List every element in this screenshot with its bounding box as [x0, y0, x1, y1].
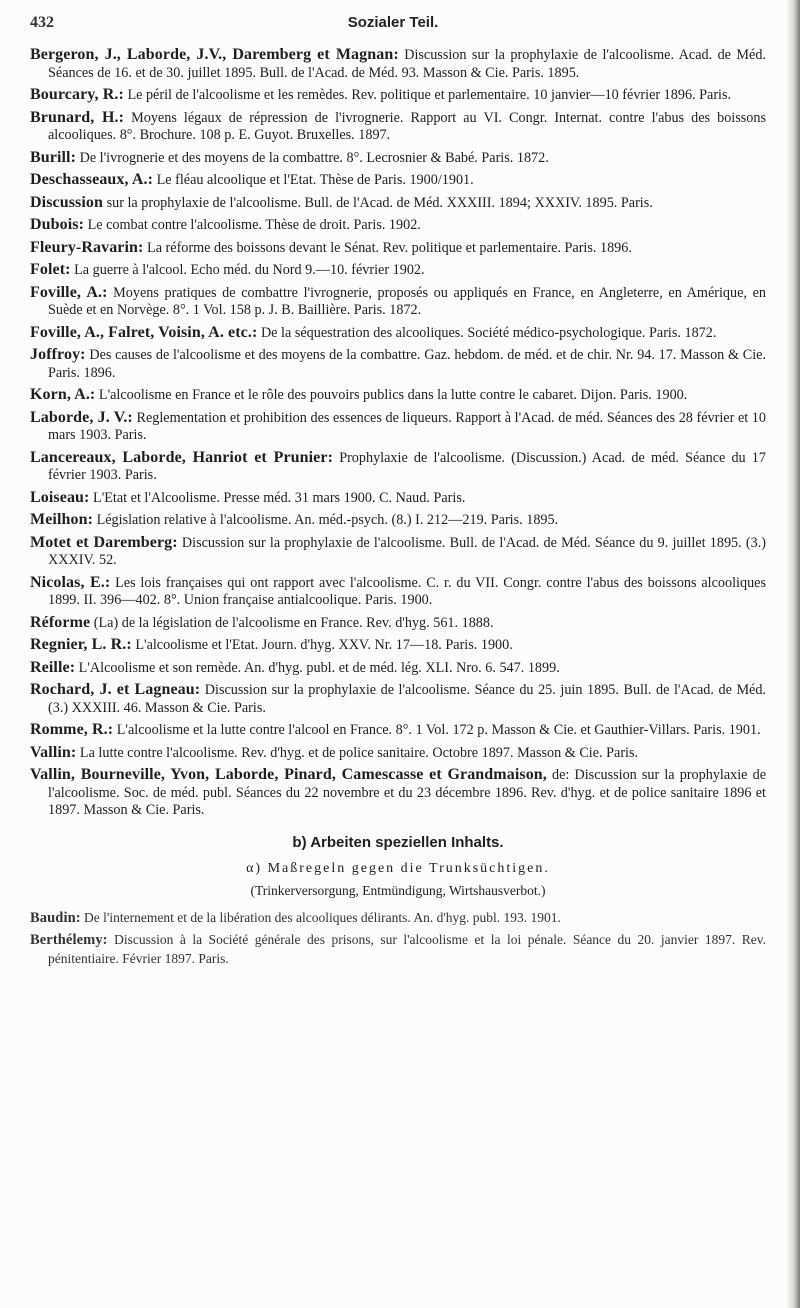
entry-text: Des causes de l'alcoolisme et des moyens de la combattre. Gaz. hebdom. de méd. et de chir. Nr. 94. 17. Masson & Cie. Paris. 1896. [48, 347, 766, 381]
entry-author: Berthélemy: [30, 932, 108, 948]
entry-author: Nicolas, E.: [30, 573, 111, 591]
entry-text: sur la prophylaxie de l'alcoolisme. Bull. de l'Acad. de Méd. XXXIII. 1894; XXXIV. 1895. Paris. [103, 194, 653, 211]
page-header [0, 12, 786, 36]
entry-author: Folet: [30, 261, 71, 278]
entry-text: L'Alcoolisme et son remède. An. d'hyg. publ. et de méd. lég. XLI. Nro. 6. 547. 1899. [75, 659, 560, 676]
bibliography-entry [30, 909, 766, 928]
bibliography-entry [30, 284, 766, 320]
bibliography-entry [30, 346, 766, 382]
bibliography-entry [30, 721, 766, 740]
bibliography-entry [30, 449, 766, 485]
bibliography-entry [30, 194, 766, 213]
entry-author: Burill: [30, 148, 77, 166]
entry-author: Reille: [30, 658, 76, 676]
entry-text: Moyens pratiques de combattre l'ivrognerie, proposés ou appliqués en France, en Angleterre, en Amérique, en Suède et en Norvège. 8°. 1 Vol. 158 p. J. B. Baillière. Paris. 1872. [48, 284, 766, 318]
running-title: Sozialer Teil. [347, 14, 439, 31]
bibliography-entry [30, 636, 766, 655]
bibliography-entry [30, 46, 766, 82]
entry-author: Brunard, H.: [30, 108, 125, 126]
entry-author: Vallin, Bourneville, Yvon, Laborde, Pinard, Camescasse et Grandmaison, [30, 766, 547, 783]
section-heading [30, 834, 766, 899]
entry-text: L'alcoolisme et la lutte contre l'alcool en France. 8°. 1 Vol. 172 p. Masson & Cie. et Gauthier-Villars. Paris. 1901. [113, 722, 761, 738]
entry-text: (La) de la législation de l'alcoolisme en France. Rev. d'hyg. 561. 1888. [90, 614, 494, 631]
bibliography-entry [30, 534, 766, 570]
entry-text: Le fléau alcoolique et l'Etat. Thèse de Paris. 1900/1901. [153, 172, 474, 188]
entry-author: Foville, A., Falret, Voisin, A. etc.: [30, 323, 258, 341]
page-number: 432 [30, 14, 54, 31]
bibliography-entry [30, 489, 766, 508]
entry-text: De l'ivrognerie et des moyens de la combattre. 8°. Lecrosnier & Babé. Paris. 1872. [76, 149, 549, 166]
entry-author: Regnier, L. R.: [30, 636, 132, 653]
entry-list-2 [30, 909, 766, 968]
bibliography-entry [30, 614, 766, 633]
entry-text: La guerre à l'alcool. Echo méd. du Nord 9.—10. février 1902. [70, 262, 425, 278]
entry-text: Discussion sur la prophylaxie de l'alcoolisme. Séance du 25. juin 1895. Bull. de l'Acad. de Méd. (3.) XXXIII. 46. Masson & Cie. Paris. [48, 682, 766, 716]
bibliography-entry [30, 659, 766, 678]
entry-text: L'alcoolisme en France et le rôle des pouvoirs publics dans la lutte contre le cabaret. Dijon. Paris. 1900. [95, 387, 688, 403]
entry-text: Discussion à la Société générale des prisons, sur l'alcoolisme et la loi pénale. Séance du 20. janvier 1897. Rev. pénitentiaire. Février 1897. Paris. [48, 932, 766, 966]
bibliography-entry [30, 261, 766, 280]
entry-text: De la séquestration des alcooliques. Société médico-psychologique. Paris. 1872. [257, 324, 717, 341]
entry-text: de: Discussion sur la prophylaxie de l'alcoolisme. Soc. de méd. publ. Séances du 22 novembre et du 23 décembre 1896. Rev. d'hyg. et de police sanitaire 1896 et 1897. Masson & Cie. Paris. [48, 767, 767, 818]
bibliography [30, 46, 766, 971]
bibliography-entry [30, 386, 766, 405]
bibliography-entry [30, 109, 766, 145]
bibliography-entry [30, 171, 766, 190]
bibliography-entry [30, 216, 766, 235]
entry-author: Fleury-Ravarin: [30, 238, 144, 256]
bibliography-entry [30, 239, 766, 258]
entry-author: Romme, R.: [30, 721, 114, 738]
entry-author: Baudin: [30, 909, 81, 926]
bibliography-entry [30, 766, 766, 820]
entry-author: Discussion [30, 193, 104, 211]
bibliography-entry [30, 681, 766, 717]
bibliography-entry [30, 931, 766, 967]
entry-author: Joffroy: [30, 346, 86, 363]
entry-text: Discussion sur la prophylaxie de l'alcoolisme. Bull. de l'Acad. de Méd. Séance du 9. juillet 1895. (3.) XXXIV. 52. [48, 534, 766, 568]
bibliography-entry [30, 574, 766, 610]
bibliography-entry [30, 744, 766, 763]
subsection-note: (Trinkerversorgung, Entmündigung, Wirtshausverbot.) [250, 882, 546, 898]
entry-author: Motet et Daremberg: [30, 533, 178, 551]
entry-author: Bergeron, J., Laborde, J.V., Daremberg et Magnan: [30, 46, 399, 63]
entry-text: Le combat contre l'alcoolisme. Thèse de droit. Paris. 1902. [84, 217, 421, 233]
entry-author: Dubois: [30, 216, 85, 233]
entry-author: Deschasseaux, A.: [30, 171, 154, 188]
section-title: b) Arbeiten speziellen Inhalts. [292, 833, 504, 851]
bibliography-entry [30, 324, 766, 343]
entry-text: L'Etat et l'Alcoolisme. Presse méd. 31 mars 1900. C. Naud. Paris. [89, 489, 466, 506]
entry-text: La lutte contre l'alcoolisme. Rev. d'hyg. et de police sanitaire. Octobre 1897. Masson & Cie. Paris. [76, 744, 639, 761]
entry-text: Législation relative à l'alcoolisme. An. méd.-psych. (8.) I. 212—219. Paris. 1895. [93, 512, 559, 528]
entry-author: Foville, A.: [30, 283, 108, 301]
bibliography-entry [30, 511, 766, 530]
entry-text: Discussion sur la prophylaxie de l'alcoolisme. Acad. de Méd. Séances de 16. et de 30. juillet 1895. Bull. de l'Acad. de Méd. 93. Masson & Cie. Paris. 1895. [48, 47, 766, 81]
entry-author: Lancereaux, Laborde, Hanriot et Prunier: [30, 448, 334, 466]
entry-author: Meilhon: [30, 511, 94, 528]
entry-text: La réforme des boissons devant le Sénat. Rev. politique et parlementaire. Paris. 1896. [143, 239, 632, 256]
entry-list [30, 46, 766, 820]
entry-text: Moyens légaux de répression de l'ivrognerie. Rapport au VI. Congr. Internat. contre l'abus des boissons alcooliques. 8°. Brochure. 108 p. E. Guyot. Bruxelles. 1897. [48, 109, 766, 143]
entry-author: Rochard, J. et Lagneau: [30, 681, 201, 698]
entry-author: Bourcary, R.: [30, 86, 124, 103]
entry-author: Laborde, J. V.: [30, 408, 133, 426]
entry-author: Vallin: [30, 743, 77, 761]
entry-text: De l'internement et de la libération des alcooliques délirants. An. d'hyg. publ. 193. 1901. [80, 909, 561, 925]
entry-author: Loiseau: [30, 488, 90, 506]
entry-text: L'alcoolisme et l'Etat. Journ. d'hyg. XXV. Nr. 17—18. Paris. 1900. [131, 637, 513, 653]
entry-text: Le péril de l'alcoolisme et les remèdes. Rev. politique et parlementaire. 10 janvier—10 février 1896. Paris. [123, 87, 732, 103]
entry-author: Korn, A.: [30, 386, 96, 403]
entry-text: Prophylaxie de l'alcoolisme. (Discussion.) Acad. de méd. Séance du 17 février 1903. Paris. [48, 449, 766, 483]
bibliography-entry [30, 86, 766, 105]
page-edge-shadow [786, 0, 800, 1308]
subsection-title: α) Maßregeln gegen die Trunksüchtigen. [246, 860, 550, 876]
bibliography-entry [30, 409, 766, 445]
bibliography-entry [30, 149, 766, 168]
entry-text: Reglementation et prohibition des essences de liqueurs. Rapport à l'Acad. de méd. Séances des 28 février et 10 mars 1903. Paris. [48, 409, 766, 443]
entry-text: Les lois françaises qui ont rapport avec l'alcoolisme. C. r. du VII. Congr. contre l'abus des boissons alcooliques 1899. II. 396—402. 8°. Union française antialcoolique. Paris. 1900. [48, 574, 766, 608]
entry-author: Réforme [30, 613, 91, 631]
